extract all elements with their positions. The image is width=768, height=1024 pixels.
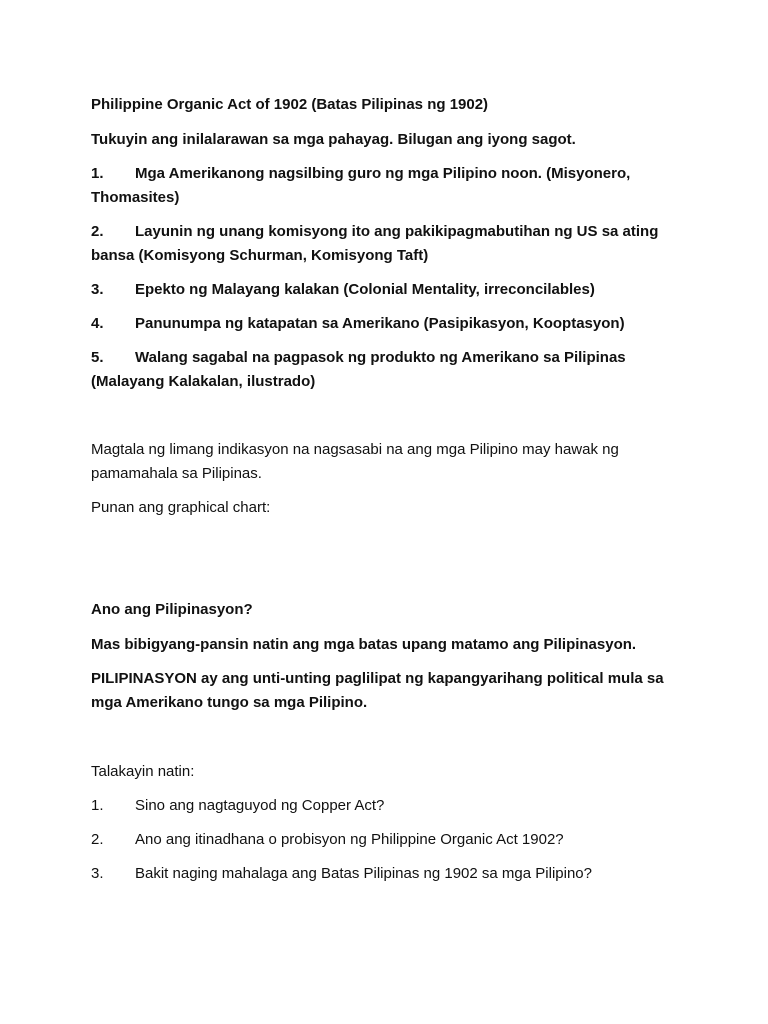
quiz-item-text: Layunin ng unang komisyong ito ang pakikipagmabutihan ng US sa ating — [135, 223, 659, 240]
discussion-item-text: Bakit naging mahalaga ang Batas Pilipinas ng 1902 sa mga Pilipino? — [135, 865, 592, 882]
definition-text-continuation: mga Amerikano tungo sa mga Pilipino. — [91, 694, 368, 711]
quiz-item-number: 4. — [91, 315, 104, 332]
indication-text-continuation: pamamahala sa Pilipinas. — [91, 465, 262, 482]
discussion-item-text: Ano ang itinadhana o probisyon ng Philippine Organic Act 1902? — [135, 831, 564, 848]
question-heading: Ano ang Pilipinasyon? — [91, 601, 253, 618]
quiz-item-3 — [91, 278, 595, 302]
quiz-item-1-continuation: Thomasites) — [91, 189, 180, 206]
discussion-item-number: 1. — [91, 797, 104, 814]
discussion-item-number: 3. — [91, 865, 104, 882]
quiz-item-5-continuation: (Malayang Kalakalan, ilustrado) — [91, 373, 316, 390]
quiz-item-text: Walang sagabal na pagpasok ng produkto ng Amerikano sa Pilipinas — [135, 349, 626, 366]
instruction-text: Tukuyin ang inilalarawan sa mga pahayag. Bilugan ang iyong sagot. — [91, 131, 576, 148]
quiz-item-number: 2. — [91, 223, 104, 240]
quiz-item-4 — [91, 312, 625, 336]
quiz-item-5 — [91, 346, 626, 370]
quiz-item-1 — [91, 162, 630, 186]
discussion-item-2 — [91, 828, 564, 852]
quiz-item-text: Panunumpa ng katapatan sa Amerikano (Pasipikasyon, Kooptasyon) — [135, 315, 625, 332]
quiz-item-2-continuation: bansa (Komisyong Schurman, Komisyong Taft) — [91, 247, 429, 264]
quiz-item-2 — [91, 220, 658, 244]
indication-text: Magtala ng limang indikasyon na nagsasabi na ang mga Pilipino may hawak ng — [91, 441, 619, 458]
discussion-item-text: Sino ang nagtaguyod ng Copper Act? — [135, 797, 385, 814]
chart-prompt: Punan ang graphical chart: — [91, 499, 271, 516]
discussion-item-number: 2. — [91, 831, 104, 848]
definition-text: PILIPINASYON ay ang unti-unting paglilipat ng kapangyarihang political mula sa — [91, 670, 664, 687]
discuss-heading: Talakayin natin: — [91, 763, 195, 780]
quiz-item-number: 5. — [91, 349, 104, 366]
quiz-item-text: Epekto ng Malayang kalakan (Colonial Mentality, irreconcilables) — [135, 281, 595, 298]
quiz-item-number: 1. — [91, 165, 104, 182]
discussion-item-1 — [91, 794, 384, 818]
document-title: Philippine Organic Act of 1902 (Batas Pilipinas ng 1902) — [91, 96, 489, 113]
focus-statement: Mas bibigyang-pansin natin ang mga batas upang matamo ang Pilipinasyon. — [91, 636, 637, 653]
quiz-item-number: 3. — [91, 281, 104, 298]
discussion-item-3 — [91, 862, 592, 886]
quiz-item-text: Mga Amerikanong nagsilbing guro ng mga Pilipino noon. (Misyonero, — [135, 165, 631, 182]
